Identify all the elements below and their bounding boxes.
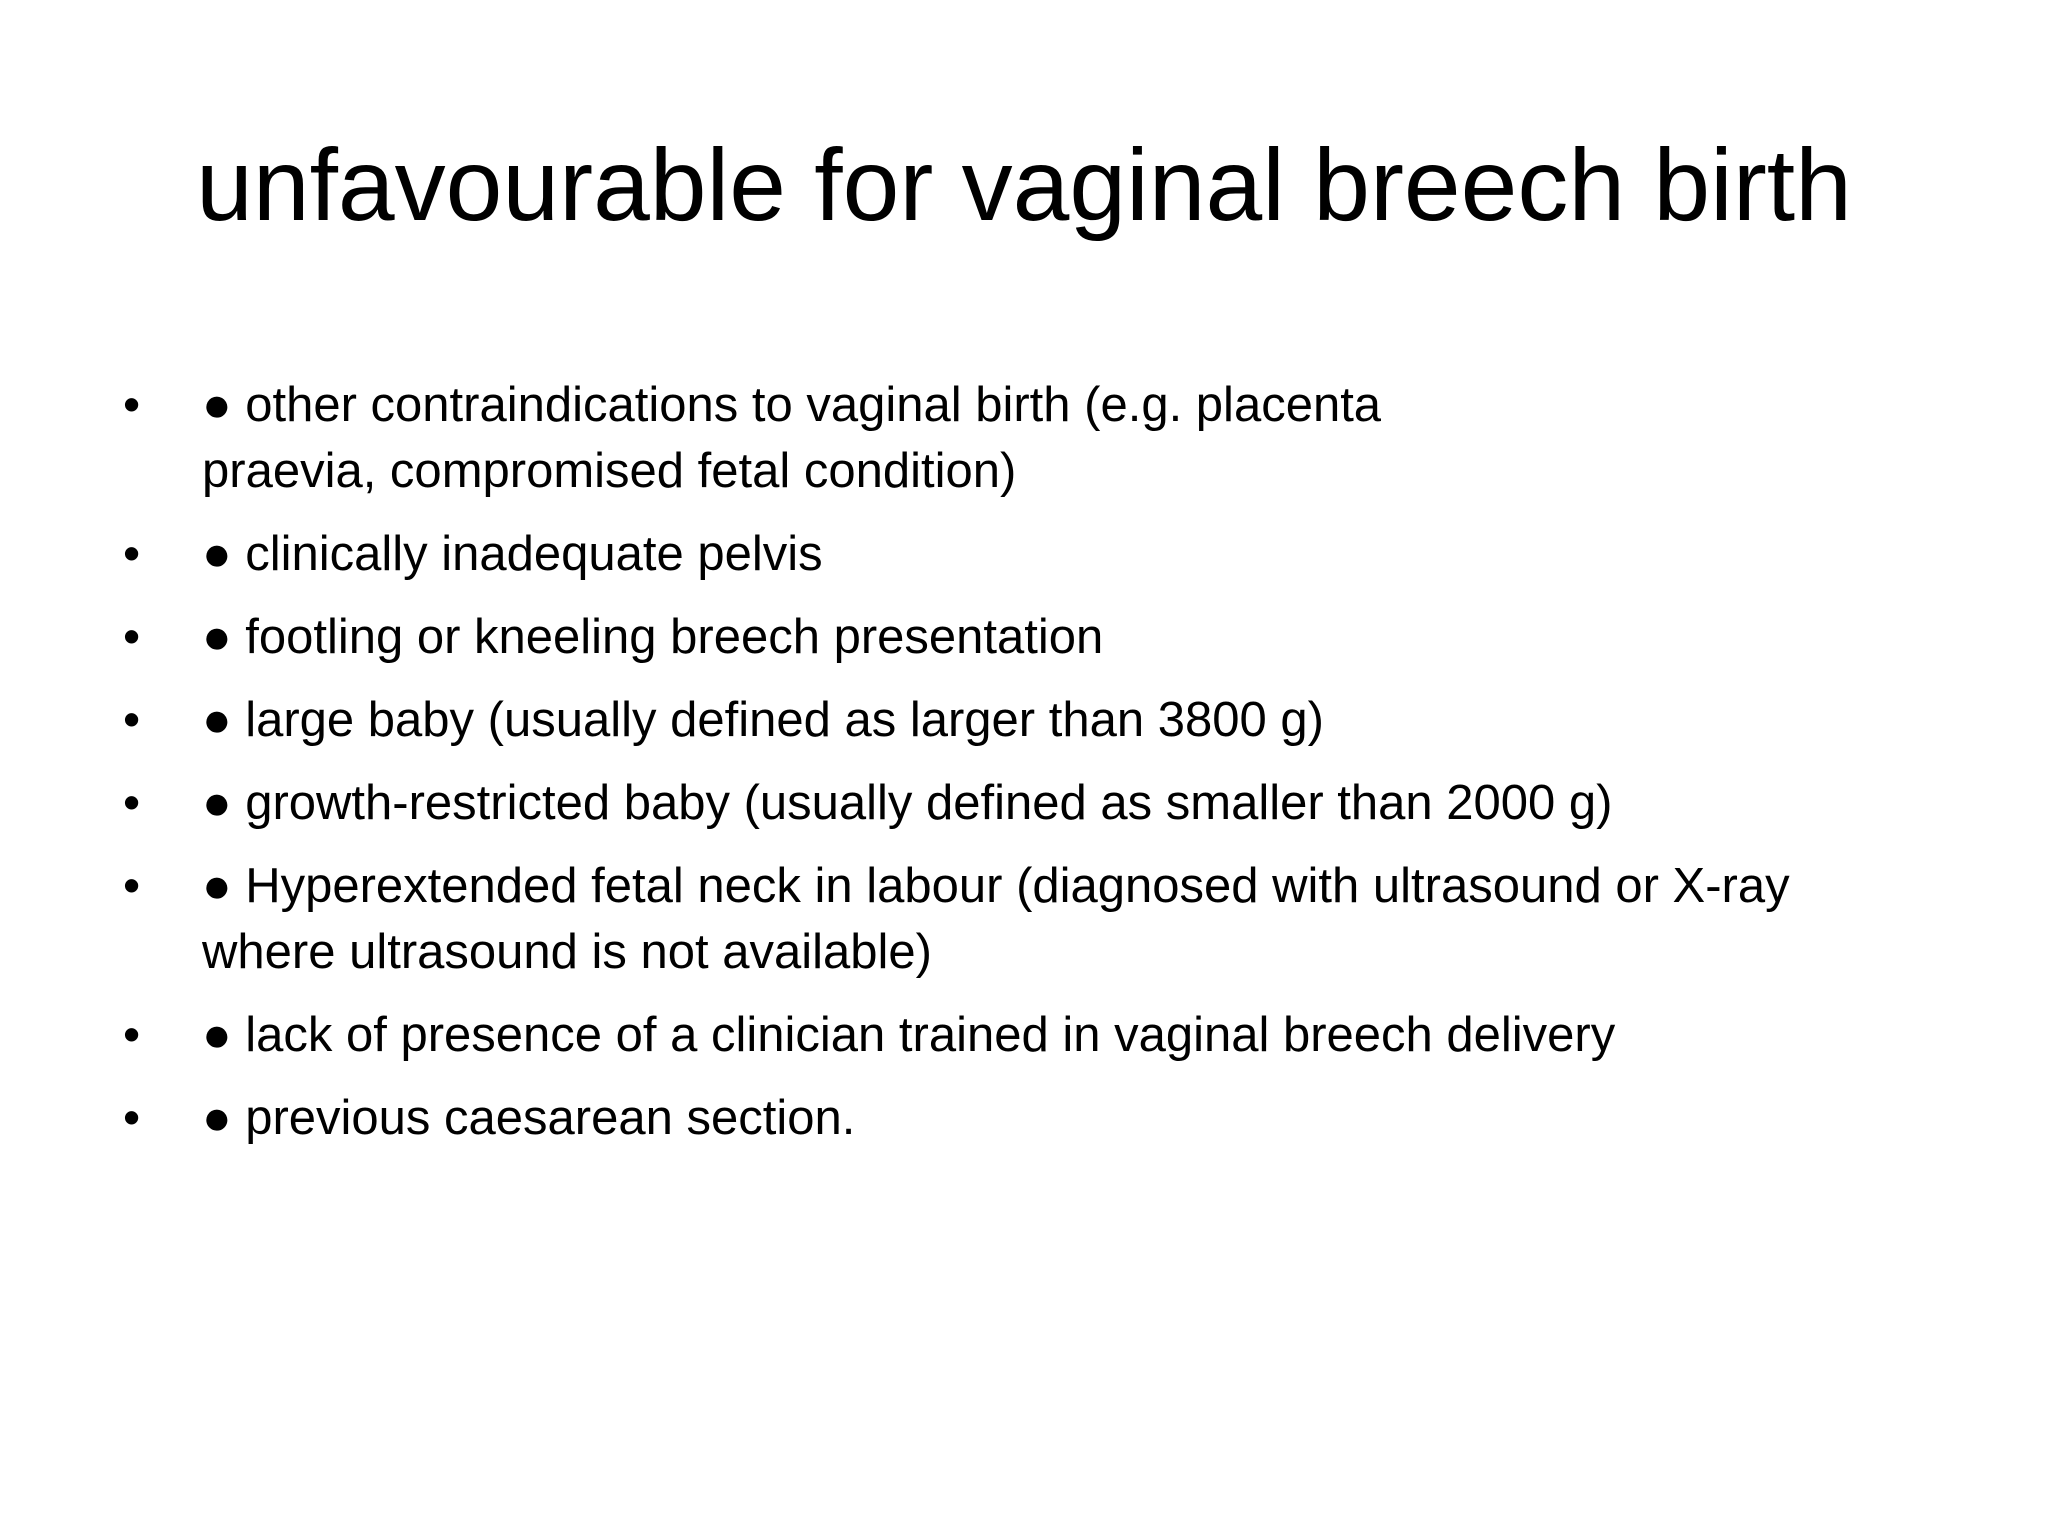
list-item-text: ● lack of presence of a clinician trained in vaginal breech delivery — [202, 1008, 1616, 1062]
bullet-icon: • — [123, 776, 141, 830]
bullet-icon: • — [123, 527, 141, 581]
list-item — [123, 1085, 2003, 1151]
bullet-icon: • — [123, 610, 141, 664]
list-item-text: ● growth-restricted baby (usually defined as smaller than 2000 g) — [202, 776, 1613, 830]
list-item — [123, 1002, 2003, 1068]
bullet-icon: • — [123, 693, 141, 747]
bullet-icon: • — [123, 378, 141, 432]
list-item-text: ● large baby (usually defined as larger than 3800 g) — [202, 693, 1324, 747]
bullet-list — [123, 372, 2003, 1168]
list-item — [123, 770, 2003, 836]
bullet-icon: • — [123, 1008, 141, 1062]
bullet-icon: • — [123, 859, 141, 913]
bullet-icon: • — [123, 1091, 141, 1145]
list-item-text: ● clinically inadequate pelvis — [202, 527, 823, 581]
list-item — [123, 521, 2003, 587]
list-item — [123, 604, 2003, 670]
list-item — [123, 372, 2003, 504]
list-item — [123, 687, 2003, 753]
list-item-text: ● previous caesarean section. — [202, 1091, 856, 1145]
list-item-text: ● other contraindications to vaginal birth (e.g. placenta praevia, compromised fetal condition) — [202, 378, 1382, 498]
list-item — [123, 853, 2003, 985]
slide-title: unfavourable for vaginal breech birth — [196, 128, 1852, 242]
list-item-text: ● footling or kneeling breech presentation — [202, 610, 1104, 664]
list-item-text: ● Hyperextended fetal neck in labour (diagnosed with ultrasound or X-ray where ultrasound is not available) — [202, 859, 1790, 979]
